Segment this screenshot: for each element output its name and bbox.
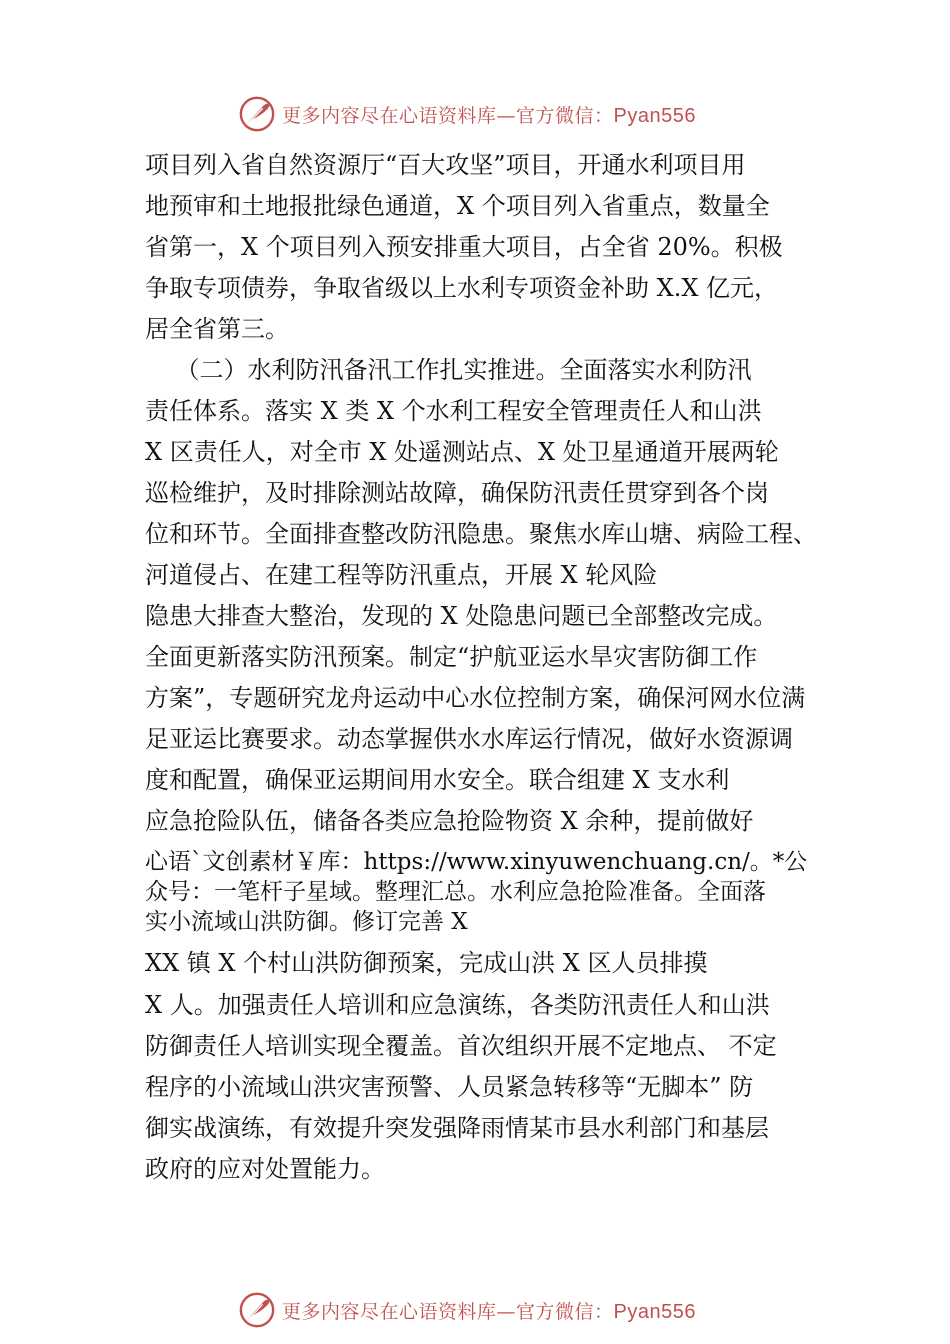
footer-banner-text: 更多内容尽在心语资料库—官方微信：Pyan556 bbox=[282, 1300, 696, 1323]
body-line: 众号：一笔杆子星域。整理汇总。水利应急抢险准备。全面落 bbox=[145, 879, 766, 905]
body-line: 政府的应对处置能力。 bbox=[145, 1155, 385, 1183]
body-line: 省第一，X 个项目列入预安排重大项目，占全省 20%。积极 bbox=[145, 233, 783, 261]
body-line: X 区责任人，对全市 X 处遥测站点、X 处卫星通道开展两轮 bbox=[145, 438, 779, 466]
body-line: 防御责任人培训实现全覆盖。首次组织开展不定地点、 不定 bbox=[145, 1032, 777, 1060]
footer-banner bbox=[238, 1290, 738, 1330]
body-line: 河道侵占、在建工程等防汛重点，开展 X 轮风险 bbox=[145, 561, 658, 589]
body-line: （二）水利防汛备汛工作扎实推进。全面落实水利防汛 bbox=[145, 356, 752, 384]
body-line: 争取专项债券，争取省级以上水利专项资金补助 X.X 亿元， bbox=[145, 274, 779, 302]
body-line: 隐患大排查大整治，发现的 X 处隐患问题已全部整改完成。 bbox=[145, 602, 778, 630]
body-line: 应急抢险队伍，储备各类应急抢险物资 X 余种，提前做好 bbox=[145, 807, 754, 835]
body-line: 责任体系。落实 X 类 X 个水利工程安全管理责任人和山洪 bbox=[145, 397, 762, 425]
body-line: 全面更新落实防汛预案。制定“护航亚运水旱灾害防御工作 bbox=[145, 643, 758, 671]
body-line: 巡检维护，及时排除测站故障，确保防汛责任贯穿到各个岗 bbox=[145, 479, 769, 507]
header-banner-text: 更多内容尽在心语资料库—官方微信：Pyan556 bbox=[282, 104, 696, 127]
header-banner bbox=[238, 94, 738, 134]
body-line: 程序的小流域山洪灾害预警、人员紧急转移等“无脚本” 防 bbox=[145, 1073, 754, 1101]
body-line: 足亚运比赛要求。动态掌握供水水库运行情况，做好水资源调 bbox=[145, 725, 793, 753]
quill-logo-icon bbox=[238, 95, 276, 133]
body-line: 居全省第三。 bbox=[145, 315, 289, 343]
body-line: 地预审和土地报批绿色通道，X 个项目列入省重点，数量全 bbox=[145, 192, 770, 220]
body-line: 项目列入省自然资源厅“百大攻坚”项目，开通水利项目用 bbox=[145, 151, 746, 179]
body-line: 实小流域山洪防御。修订完善 X bbox=[145, 909, 468, 935]
body-line: 御实战演练，有效提升突发强降雨情某市县水利部门和基层 bbox=[145, 1114, 769, 1142]
body-line: 位和环节。全面排查整改防汛隐患。聚焦水库山塘、病险工程、 bbox=[145, 520, 817, 548]
body-line: X 人。加强责任人培训和应急演练，各类防汛责任人和山洪 bbox=[145, 991, 770, 1019]
wechat-id: Pyan556 bbox=[613, 1300, 696, 1323]
body-line: XX 镇 X 个村山洪防御预案，完成山洪 X 区人员排摸 bbox=[145, 949, 708, 977]
body-line: 度和配置，确保亚运期间用水安全。联合组建 X 支水利 bbox=[145, 766, 730, 794]
wechat-id: Pyan556 bbox=[613, 104, 696, 127]
quill-logo-icon bbox=[238, 1291, 276, 1329]
body-line: 方案”，专题研究龙舟运动中心水位控制方案，确保河网水位满 bbox=[145, 684, 806, 712]
body-line: 心语`文创素材￥库：https://www.xinyuwenchuang.cn/。*公 bbox=[145, 849, 808, 875]
